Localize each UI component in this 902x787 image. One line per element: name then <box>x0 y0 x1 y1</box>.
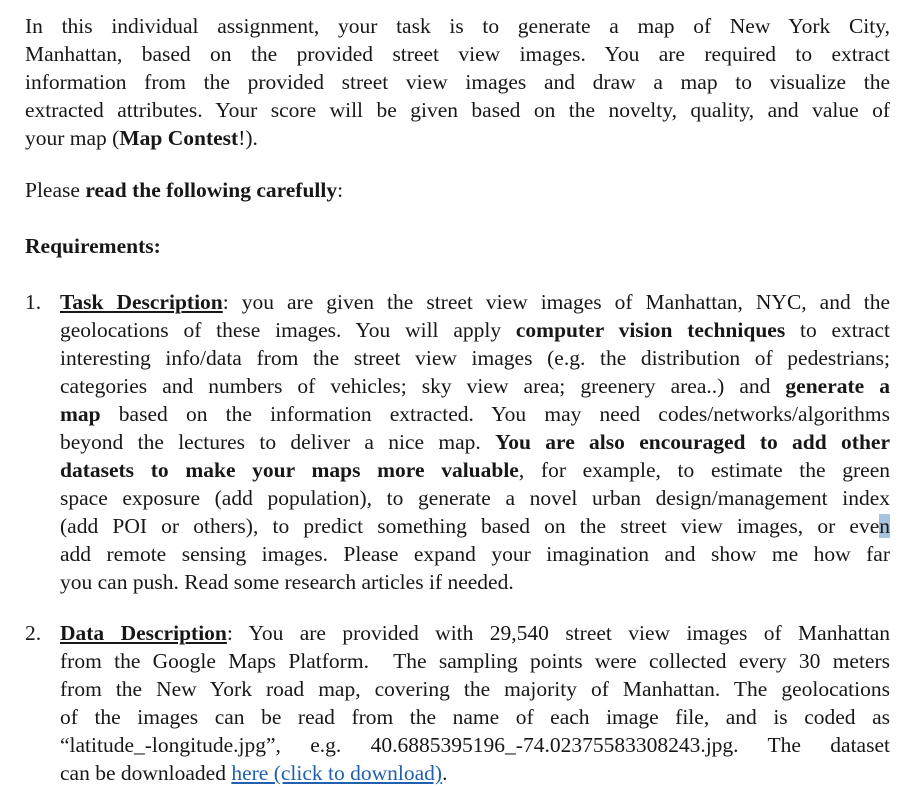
text-run: : <box>337 178 344 202</box>
task-description-heading: Task Description <box>60 290 223 314</box>
data-description-item-line <box>60 619 890 647</box>
text-run: , for example, to estimate the green <box>518 458 890 482</box>
text-run: Manhattan, based on the provided street view images. You are required to extract <box>25 42 890 66</box>
data-description-item-line <box>60 675 890 703</box>
text-run: Please <box>25 178 86 202</box>
text-run: read the following carefully <box>85 178 338 202</box>
text-run: : you are given the street view images of Manhattan, NYC, and the <box>222 290 890 314</box>
task-description-item-line <box>60 288 890 316</box>
text-run: geolocations of these images. You will apply <box>60 318 516 342</box>
data-description-item-line <box>60 703 890 731</box>
task-description-item-line <box>60 456 890 484</box>
data-description-item <box>25 619 890 787</box>
text-run: from the New York road map, covering the majority of Manhattan. The geolocations <box>60 677 890 701</box>
text-run: can be downloaded <box>60 761 232 785</box>
intro-paragraph-line <box>25 124 890 152</box>
task-description-item <box>25 288 890 596</box>
text-run: categories and numbers of vehicles; sky view area; greenery area..) and <box>60 374 786 398</box>
download-link[interactable]: here (click to download) <box>231 761 443 785</box>
requirements-heading-line <box>25 232 890 260</box>
text-run: computer vision techniques <box>515 318 786 342</box>
text-run: “latitude_-longitude.jpg”, e.g. 40.6885395196_-74.02375583308243.jpg. The dataset <box>60 733 890 757</box>
intro-paragraph-line <box>25 96 890 124</box>
text-run: to extract <box>785 318 890 342</box>
intro-paragraph-line <box>25 68 890 96</box>
data-description-item-line <box>60 759 890 787</box>
text-run: of the images can be read from the name of each image file, and is coded as <box>60 705 890 729</box>
text-run: based on the information extracted. You may need codes/networks/algorithms <box>100 402 890 426</box>
text-run: extracted attributes. Your score will be given based on the novelty, quality, and value of <box>25 98 890 122</box>
text-run: map <box>60 402 101 426</box>
text-run: information from the provided street view images and draw a map to visualize the <box>25 70 890 94</box>
task-description-item-line <box>60 344 890 372</box>
text-run: In this individual assignment, your task is to generate a map of New York City, <box>25 14 890 38</box>
intro-paragraph <box>25 12 890 152</box>
text-run: Requirements: <box>25 234 161 258</box>
task-description-item-line <box>60 540 890 568</box>
intro-paragraph-line <box>25 12 890 40</box>
text-run: space exposure (add population), to generate a novel urban design/management index <box>60 486 890 510</box>
text-run: beyond the lectures to deliver a nice map. <box>60 430 496 454</box>
task-description-item-line <box>60 372 890 400</box>
text-run: your map ( <box>25 126 120 150</box>
intro-paragraph-line <box>25 40 890 68</box>
task-description-item-line <box>60 400 890 428</box>
text-run: generate a <box>785 374 890 398</box>
map-contest-emphasis: Map Contest <box>119 126 239 150</box>
requirements-heading <box>25 232 890 260</box>
task-description-item-line <box>60 428 890 456</box>
data-description-item-line <box>60 647 890 675</box>
text-run: you can push. Read some research articles if needed. <box>60 570 514 594</box>
data-description-item-marker: 2. <box>25 621 42 645</box>
text-run: : You are provided with 29,540 street view images of Manhattan <box>226 621 890 645</box>
data-description-item-line <box>60 731 890 759</box>
text-run: add remote sensing images. Please expand your imagination and show me how far <box>60 542 890 566</box>
text-run: You are also encouraged to add other <box>495 430 890 454</box>
task-description-item-line <box>60 512 890 540</box>
task-description-item-line <box>60 316 890 344</box>
text-run: (add POI or others), to predict something based on the street view images, or eve <box>60 514 880 538</box>
text-run: from the Google Maps Platform. The sampling points were collected every 30 meters <box>60 649 890 673</box>
task-description-item-marker: 1. <box>25 290 42 314</box>
please-read-paragraph <box>25 176 890 204</box>
text-run: datasets to make your maps more valuable <box>60 458 519 482</box>
task-description-item-line <box>60 484 890 512</box>
task-description-item-line <box>60 568 890 596</box>
text-run: !). <box>238 126 258 150</box>
text-run: . <box>442 761 448 785</box>
please-read-paragraph-line <box>25 176 890 204</box>
selection-highlight: n <box>879 514 890 538</box>
data-description-heading: Data Description <box>60 621 227 645</box>
text-run: interesting info/data from the street view images (e.g. the distribution of pedestrians; <box>60 346 890 370</box>
